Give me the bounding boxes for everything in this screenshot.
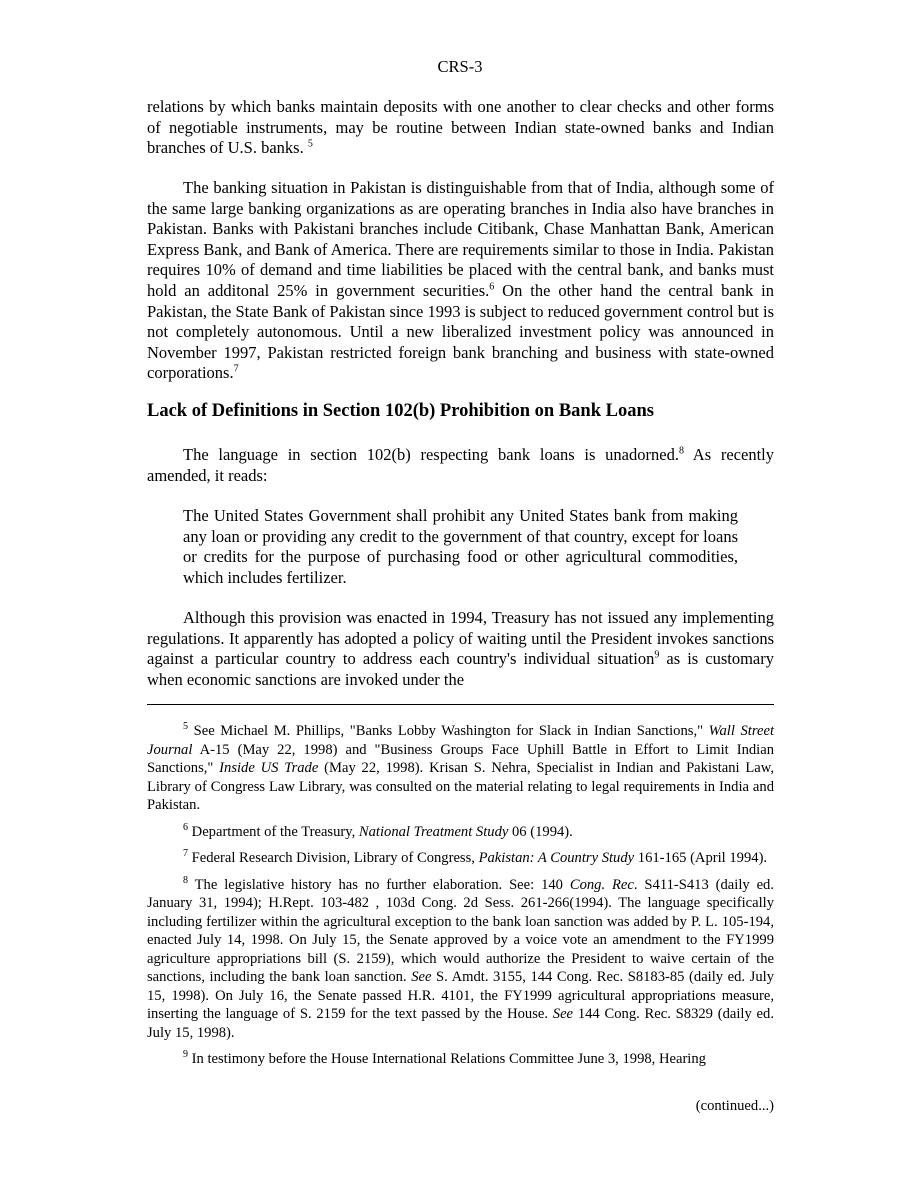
block-quote: The United States Government shall prohibit any United States bank from making any loan or providing any credit to the government of that country, except for loans or credits for the purpose of purchasing food or other agricultural commodities, which includes fertilizer. [183,506,738,587]
footnote-number: 7 [183,848,188,860]
footnote-text: 144 Cong. Rec. S8329 (daily ed. July 15, 1998). [147,1006,774,1041]
footnote-number: 9 [183,1049,188,1061]
continued-label: (continued...) [695,1098,774,1114]
footnote-italic: See [552,1006,574,1022]
footnote-number: 8 [183,874,188,886]
paragraph-text: On the other hand the central bank in Pakistan, the State Bank of Pakistan since 1993 is subject to reduced government control but is not completely autonomous. Until a new liberalized investment policy was announced in November 1997, Pakistan restricted foreign bank branching and business with state-owned corporations. [147,280,774,383]
paragraph-text: As recently amended, it reads: [147,445,775,485]
footnote-ref-8[interactable]: 8 [678,445,684,457]
footnote-number: 5 [183,721,188,733]
page-header: CRS-3 [437,57,483,76]
paragraph-text: relations by which banks maintain deposits with one another to clear checks and other forms of negotiable instruments, may be routine between Indian state-owned banks and Indian branches of U.S. banks. [147,97,774,158]
footnote-text: A-15 (May 22, 1998) and "Business Groups Face Uphill Battle in Effort to Limit Indian Sanctions," [147,741,774,776]
footnote-text: (May 22, 1998). Krisan S. Nehra, Specialist in Indian and Pakistani Law, Library of Congress Law Library, was consulted on the material relating to legal requirements in India and Pakistan. [147,760,775,813]
footnote-text: Department of the Treasury, [188,823,359,840]
paragraph-text: Although this provision was enacted in 1994, Treasury has not issued any implementing regulations. It apparently has adopted a policy of waiting until the President invokes sanctions against a particular country to address each country's individual situation [147,608,774,669]
footnote-text: 06 (1994). [508,823,573,840]
footnote-italic: Pakistan: A Country Study [478,850,635,866]
footnote-text: The legislative history has no further elaboration. See: 140 [188,876,570,893]
footnote-8 [147,876,774,1043]
paragraph-text: The language in section 102(b) respecting bank loans is unadorned. [183,445,679,464]
paragraph-pakistan-banking [147,178,774,384]
footnote-6 [147,823,774,842]
footnote-text: Federal Research Division, Library of Congress, [188,850,479,866]
footnote-text: S. Amdt. 3155, 144 Cong. Rec. S8183-85 (daily ed. July 15, 1998). On July 16, the Senate passed H.R. 4101, the FY1999 agricultural appropriations measure, inserting the language of S. 2159 for the text passed by the House. [147,969,774,1022]
footnote-ref-9[interactable]: 9 [654,649,660,661]
footnote-italic: Wall Street Journal [147,723,774,758]
footnote-ref-6[interactable]: 6 [489,281,495,293]
footnote-ref-5[interactable]: 5 [307,138,313,150]
footnote-text: See Michael M. Phillips, "Banks Lobby Washington for Slack in Indian Sanctions," [188,723,709,739]
section-heading: Lack of Definitions in Section 102(b) Prohibition on Bank Loans [147,401,654,421]
footnote-7 [147,849,774,868]
paragraph-although [147,608,774,690]
footnote-italic: Inside US Trade [219,760,319,776]
footnotes [147,722,774,1077]
footnote-italic: See [411,969,432,985]
paragraph-language [147,445,774,486]
footnote-italic: Cong. Rec [569,876,634,893]
footnote-ref-7[interactable]: 7 [233,363,239,375]
paragraph-continuation [147,97,774,159]
paragraph-text: The banking situation in Pakistan is distinguishable from that of India, although some of the same large banking organizations as are operating branches in India also have branches in Pakistan. Banks with Pakistani branches include Citibank, Chase Manhattan Bank, American Express Bank, and Bank of America. There are requirements similar to those in India. Pakistan requires 10% of demand and time liabilities be placed with the central bank, and banks must hold an additonal 25% in government securities. [147,178,774,300]
footnote-number: 6 [183,821,188,833]
footnote-text: In testimony before the House International Relations Committee June 3, 1998, Hearing [188,1051,706,1067]
paragraph-text: as is customary when economic sanctions are invoked under the [147,649,774,689]
footnote-divider [147,704,774,705]
footnote-text: 161-165 (April 1994). [634,850,768,866]
footnote-5 [147,722,774,815]
footnote-9 [147,1050,774,1069]
footnote-text: . S411-S413 (daily ed. January 31, 1994); H.Rept. 103-482 , 103d Cong. 2d Sess. 261-266(1994). The language specifically including fertilizer within the agricultural exception to the bank loan sanction was added by P. L. 105-194, enacted July 14, 1998. On July 15, the Senate approved by a voice vote an amendment to the FY1999 agriculture appropriations bill (S. 2159), which would authorize the President to waive certain of the sanctions, including the bank loan sanction. [147,876,774,985]
footnote-italic: National Treatment Study [358,823,509,840]
